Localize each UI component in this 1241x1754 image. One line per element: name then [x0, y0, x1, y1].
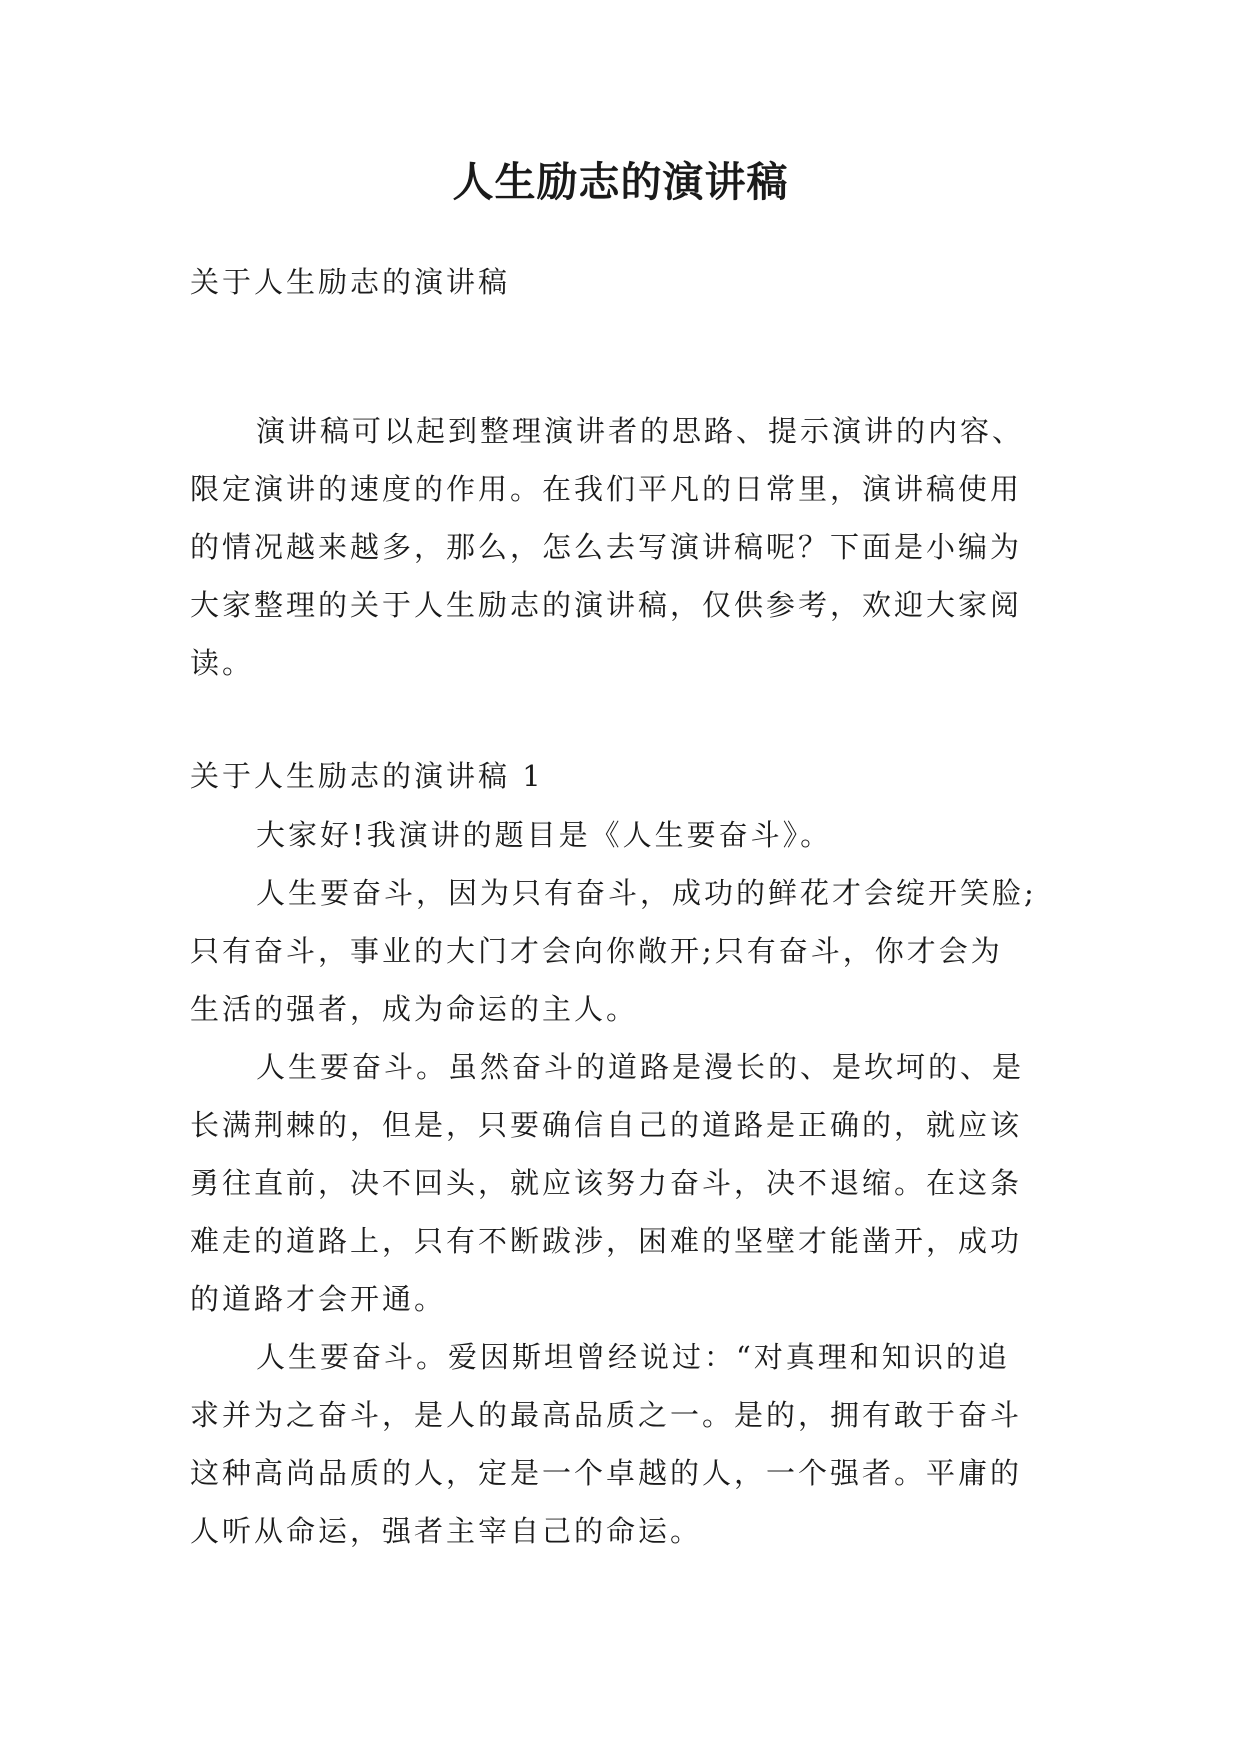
intro-line: 的情况越来越多，那么，怎么去写演讲稿呢？下面是小编为 [190, 530, 1023, 564]
paragraph-line: 人听从命运，强者主宰自己的命运。 [190, 1514, 703, 1548]
paragraph-line: 只有奋斗，事业的大门才会向你敞开;只有奋斗，你才会为 [190, 934, 1003, 968]
paragraph-line: 难走的道路上，只有不断跋涉，困难的坚壁才能凿开，成功 [190, 1224, 1023, 1258]
section-heading-text: 关于人生励志的演讲稿 1 [190, 759, 544, 793]
section-heading [190, 747, 1060, 805]
greeting-line: 大家好!我演讲的题目是《人生要奋斗》。 [256, 818, 833, 852]
intro-paragraph [190, 402, 1060, 692]
paragraph-line: 的道路才会开通。 [190, 1282, 447, 1316]
intro-line: 读。 [190, 646, 255, 680]
document-title: 人生励志的演讲稿 [452, 158, 789, 206]
body-paragraph-2 [190, 1038, 1060, 1328]
paragraph-line: 人生要奋斗。虽然奋斗的道路是漫长的、是坎坷的、是 [256, 1050, 1025, 1084]
paragraph-line: 人生要奋斗，因为只有奋斗，成功的鲜花才会绽开笑脸; [256, 876, 1037, 910]
paragraph-line: 长满荆棘的，但是，只要确信自己的道路是正确的，就应该 [190, 1108, 1023, 1142]
intro-line: 限定演讲的速度的作用。在我们平凡的日常里，演讲稿使用 [190, 472, 1023, 506]
intro-line: 演讲稿可以起到整理演讲者的思路、提示演讲的内容、 [256, 414, 1025, 448]
intro-line: 大家整理的关于人生励志的演讲稿，仅供参考，欢迎大家阅 [190, 588, 1023, 622]
body-paragraph-3 [190, 1328, 1060, 1560]
paragraph-line: 生活的强者，成为命运的主人。 [190, 992, 639, 1026]
greeting-paragraph [190, 806, 1060, 864]
paragraph-line: 这种高尚品质的人，定是一个卓越的人，一个强者。平庸的 [190, 1456, 1023, 1490]
subtitle-text: 关于人生励志的演讲稿 [190, 265, 511, 299]
paragraph-line: 求并为之奋斗，是人的最高品质之一。是的，拥有敢于奋斗 [190, 1398, 1023, 1432]
document-subtitle [190, 253, 1060, 311]
body-paragraph-1 [190, 864, 1060, 1038]
paragraph-line: 勇往直前，决不回头，就应该努力奋斗，决不退缩。在这条 [190, 1166, 1023, 1200]
paragraph-line: 人生要奋斗。爱因斯坦曾经说过：“对真理和知识的追 [256, 1340, 1010, 1374]
